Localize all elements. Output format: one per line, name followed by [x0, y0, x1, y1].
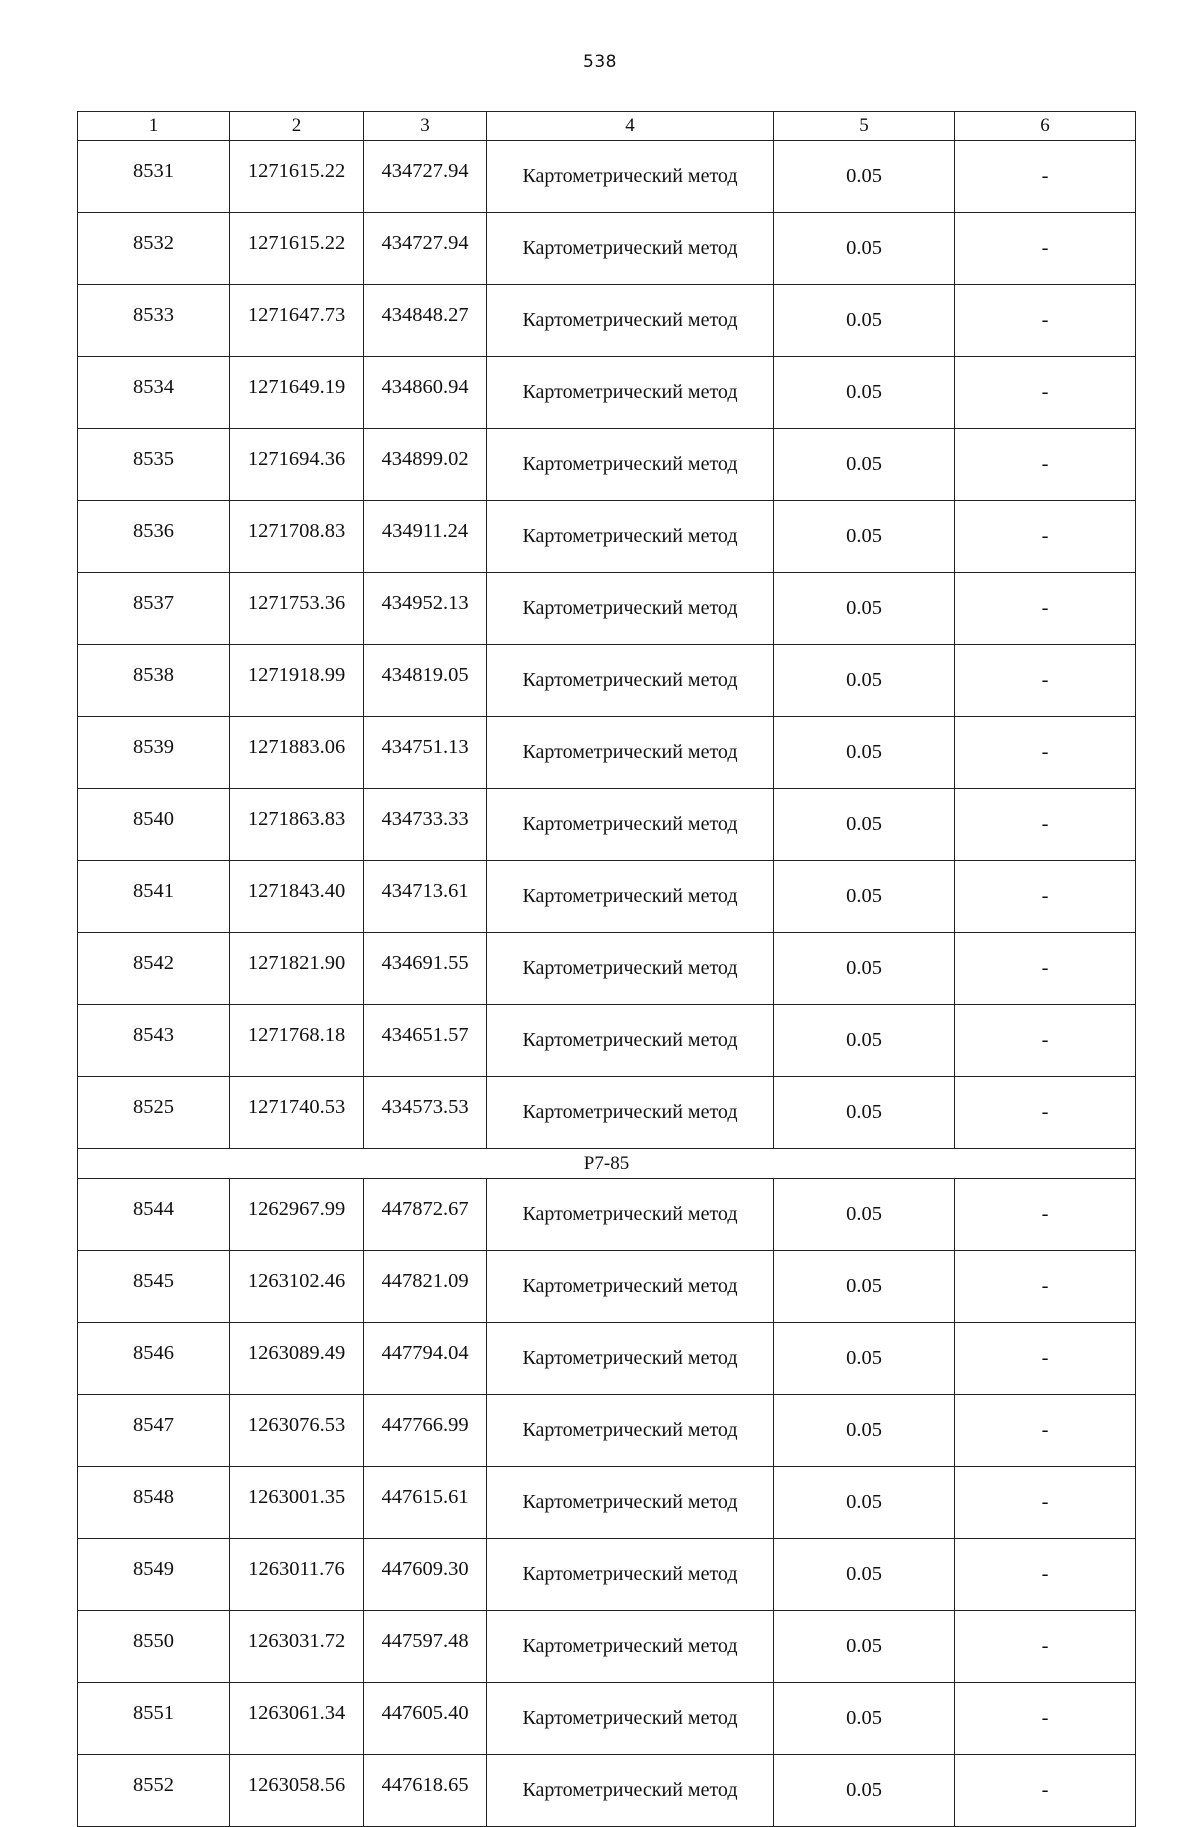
method-cell: Картометрический метод — [487, 1539, 774, 1611]
point-number-cell: 8546 — [78, 1323, 230, 1395]
point-number-cell: 8532 — [78, 213, 230, 285]
point-number-cell: 8550 — [78, 1611, 230, 1683]
note-cell: - — [955, 141, 1136, 213]
note-cell: - — [955, 285, 1136, 357]
page-number: 538 — [583, 52, 617, 72]
note-cell: - — [955, 573, 1136, 645]
y-coordinate-cell: 434691.55 — [364, 933, 487, 1005]
x-coordinate-cell: 1263058.56 — [230, 1755, 364, 1827]
note-cell: - — [955, 1683, 1136, 1755]
y-coordinate-cell: 447597.48 — [364, 1611, 487, 1683]
method-cell: Картометрический метод — [487, 1179, 774, 1251]
point-number-cell: 8538 — [78, 645, 230, 717]
method-cell: Картометрический метод — [487, 357, 774, 429]
coordinates-table — [77, 111, 1136, 1827]
point-number-cell: 8543 — [78, 1005, 230, 1077]
method-cell: Картометрический метод — [487, 1077, 774, 1149]
accuracy-cell: 0.05 — [774, 861, 955, 933]
x-coordinate-cell: 1263102.46 — [230, 1251, 364, 1323]
accuracy-cell: 0.05 — [774, 141, 955, 213]
column-header: 4 — [487, 112, 774, 141]
accuracy-cell: 0.05 — [774, 1077, 955, 1149]
method-cell: Картометрический метод — [487, 1755, 774, 1827]
table-row — [78, 1755, 1136, 1827]
y-coordinate-cell: 434819.05 — [364, 645, 487, 717]
table-row — [78, 573, 1136, 645]
method-cell: Картометрический метод — [487, 861, 774, 933]
note-cell: - — [955, 429, 1136, 501]
point-number-cell: 8535 — [78, 429, 230, 501]
point-number-cell: 8525 — [78, 1077, 230, 1149]
column-header: 5 — [774, 112, 955, 141]
x-coordinate-cell: 1263076.53 — [230, 1395, 364, 1467]
accuracy-cell: 0.05 — [774, 285, 955, 357]
y-coordinate-cell: 434860.94 — [364, 357, 487, 429]
method-cell: Картометрический метод — [487, 285, 774, 357]
accuracy-cell: 0.05 — [774, 429, 955, 501]
table-row — [78, 1467, 1136, 1539]
accuracy-cell: 0.05 — [774, 573, 955, 645]
column-header: 1 — [78, 112, 230, 141]
point-number-cell: 8549 — [78, 1539, 230, 1611]
accuracy-cell: 0.05 — [774, 501, 955, 573]
note-cell: - — [955, 789, 1136, 861]
y-coordinate-cell: 447821.09 — [364, 1251, 487, 1323]
y-coordinate-cell: 434751.13 — [364, 717, 487, 789]
method-cell: Картометрический метод — [487, 1683, 774, 1755]
point-number-cell: 8551 — [78, 1683, 230, 1755]
column-header: 3 — [364, 112, 487, 141]
table-row — [78, 357, 1136, 429]
point-number-cell: 8544 — [78, 1179, 230, 1251]
accuracy-cell: 0.05 — [774, 1395, 955, 1467]
accuracy-cell: 0.05 — [774, 717, 955, 789]
note-cell: - — [955, 717, 1136, 789]
accuracy-cell: 0.05 — [774, 1539, 955, 1611]
accuracy-cell: 0.05 — [774, 357, 955, 429]
x-coordinate-cell: 1271694.36 — [230, 429, 364, 501]
accuracy-cell: 0.05 — [774, 1323, 955, 1395]
method-cell: Картометрический метод — [487, 1323, 774, 1395]
accuracy-cell: 0.05 — [774, 1179, 955, 1251]
accuracy-cell: 0.05 — [774, 1251, 955, 1323]
accuracy-cell: 0.05 — [774, 1005, 955, 1077]
accuracy-cell: 0.05 — [774, 1467, 955, 1539]
method-cell: Картометрический метод — [487, 645, 774, 717]
y-coordinate-cell: 434727.94 — [364, 213, 487, 285]
accuracy-cell: 0.05 — [774, 645, 955, 717]
point-number-cell: 8542 — [78, 933, 230, 1005]
table-row — [78, 933, 1136, 1005]
y-coordinate-cell: 447605.40 — [364, 1683, 487, 1755]
x-coordinate-cell: 1271753.36 — [230, 573, 364, 645]
table-row — [78, 285, 1136, 357]
note-cell: - — [955, 357, 1136, 429]
accuracy-cell: 0.05 — [774, 933, 955, 1005]
point-number-cell: 8552 — [78, 1755, 230, 1827]
method-cell: Картометрический метод — [487, 141, 774, 213]
table-row — [78, 1611, 1136, 1683]
point-number-cell: 8539 — [78, 717, 230, 789]
method-cell: Картометрический метод — [487, 933, 774, 1005]
note-cell: - — [955, 933, 1136, 1005]
y-coordinate-cell: 447618.65 — [364, 1755, 487, 1827]
note-cell: - — [955, 1179, 1136, 1251]
point-number-cell: 8537 — [78, 573, 230, 645]
table-row — [78, 861, 1136, 933]
method-cell: Картометрический метод — [487, 213, 774, 285]
point-number-cell: 8533 — [78, 285, 230, 357]
point-number-cell: 8536 — [78, 501, 230, 573]
method-cell: Картометрический метод — [487, 1611, 774, 1683]
note-cell: - — [955, 1539, 1136, 1611]
table-row — [78, 645, 1136, 717]
method-cell: Картометрический метод — [487, 789, 774, 861]
note-cell: - — [955, 1755, 1136, 1827]
note-cell: - — [955, 1251, 1136, 1323]
table-row — [78, 1323, 1136, 1395]
accuracy-cell: 0.05 — [774, 1611, 955, 1683]
y-coordinate-cell: 434651.57 — [364, 1005, 487, 1077]
accuracy-cell: 0.05 — [774, 213, 955, 285]
x-coordinate-cell: 1262967.99 — [230, 1179, 364, 1251]
table-row — [78, 1539, 1136, 1611]
x-coordinate-cell: 1271647.73 — [230, 285, 364, 357]
y-coordinate-cell: 434952.13 — [364, 573, 487, 645]
note-cell: - — [955, 645, 1136, 717]
x-coordinate-cell: 1271883.06 — [230, 717, 364, 789]
y-coordinate-cell: 434713.61 — [364, 861, 487, 933]
y-coordinate-cell: 447615.61 — [364, 1467, 487, 1539]
table-row — [78, 1005, 1136, 1077]
point-number-cell: 8531 — [78, 141, 230, 213]
note-cell: - — [955, 1395, 1136, 1467]
section-row — [78, 1149, 1136, 1179]
column-header: 6 — [955, 112, 1136, 141]
x-coordinate-cell: 1271821.90 — [230, 933, 364, 1005]
y-coordinate-cell: 434848.27 — [364, 285, 487, 357]
note-cell: - — [955, 1467, 1136, 1539]
x-coordinate-cell: 1263001.35 — [230, 1467, 364, 1539]
table-row — [78, 1683, 1136, 1755]
point-number-cell: 8541 — [78, 861, 230, 933]
table-row — [78, 429, 1136, 501]
column-header: 2 — [230, 112, 364, 141]
table-row — [78, 1395, 1136, 1467]
y-coordinate-cell: 447766.99 — [364, 1395, 487, 1467]
method-cell: Картометрический метод — [487, 1467, 774, 1539]
method-cell: Картометрический метод — [487, 717, 774, 789]
method-cell: Картометрический метод — [487, 573, 774, 645]
note-cell: - — [955, 213, 1136, 285]
note-cell: - — [955, 1611, 1136, 1683]
point-number-cell: 8534 — [78, 357, 230, 429]
table-row — [78, 1179, 1136, 1251]
note-cell: - — [955, 1323, 1136, 1395]
accuracy-cell: 0.05 — [774, 1755, 955, 1827]
y-coordinate-cell: 434733.33 — [364, 789, 487, 861]
y-coordinate-cell: 434727.94 — [364, 141, 487, 213]
header-row — [78, 112, 1136, 141]
method-cell: Картометрический метод — [487, 1395, 774, 1467]
x-coordinate-cell: 1263011.76 — [230, 1539, 364, 1611]
x-coordinate-cell: 1271649.19 — [230, 357, 364, 429]
note-cell: - — [955, 861, 1136, 933]
point-number-cell: 8545 — [78, 1251, 230, 1323]
table-row — [78, 1251, 1136, 1323]
point-number-cell: 8548 — [78, 1467, 230, 1539]
point-number-cell: 8547 — [78, 1395, 230, 1467]
point-number-cell: 8540 — [78, 789, 230, 861]
note-cell: - — [955, 1077, 1136, 1149]
note-cell: - — [955, 1005, 1136, 1077]
accuracy-cell: 0.05 — [774, 789, 955, 861]
accuracy-cell: 0.05 — [774, 1683, 955, 1755]
x-coordinate-cell: 1271863.83 — [230, 789, 364, 861]
x-coordinate-cell: 1271740.53 — [230, 1077, 364, 1149]
x-coordinate-cell: 1263089.49 — [230, 1323, 364, 1395]
y-coordinate-cell: 447872.67 — [364, 1179, 487, 1251]
method-cell: Картометрический метод — [487, 429, 774, 501]
table-row — [78, 501, 1136, 573]
x-coordinate-cell: 1263031.72 — [230, 1611, 364, 1683]
y-coordinate-cell: 434911.24 — [364, 501, 487, 573]
table-row — [78, 1077, 1136, 1149]
table-row — [78, 789, 1136, 861]
x-coordinate-cell: 1263061.34 — [230, 1683, 364, 1755]
x-coordinate-cell: 1271918.99 — [230, 645, 364, 717]
method-cell: Картометрический метод — [487, 1251, 774, 1323]
y-coordinate-cell: 447609.30 — [364, 1539, 487, 1611]
table-row — [78, 717, 1136, 789]
table-row — [78, 213, 1136, 285]
x-coordinate-cell: 1271843.40 — [230, 861, 364, 933]
x-coordinate-cell: 1271615.22 — [230, 213, 364, 285]
x-coordinate-cell: 1271768.18 — [230, 1005, 364, 1077]
method-cell: Картометрический метод — [487, 1005, 774, 1077]
y-coordinate-cell: 434899.02 — [364, 429, 487, 501]
table-row — [78, 141, 1136, 213]
section-title: Р7-85 — [78, 1149, 1136, 1179]
note-cell: - — [955, 501, 1136, 573]
x-coordinate-cell: 1271708.83 — [230, 501, 364, 573]
x-coordinate-cell: 1271615.22 — [230, 141, 364, 213]
y-coordinate-cell: 447794.04 — [364, 1323, 487, 1395]
method-cell: Картометрический метод — [487, 501, 774, 573]
y-coordinate-cell: 434573.53 — [364, 1077, 487, 1149]
